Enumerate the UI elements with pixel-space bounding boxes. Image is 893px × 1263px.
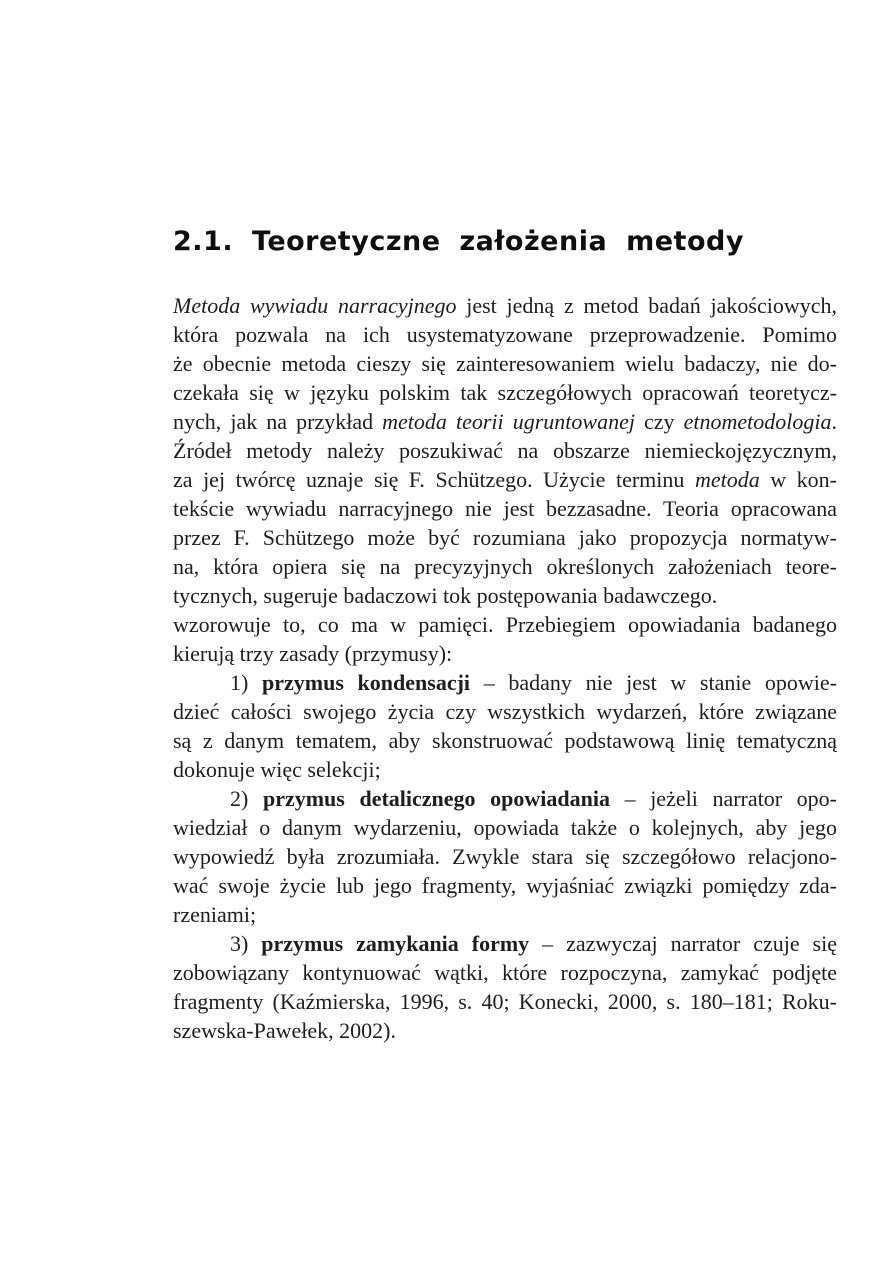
- text-segment: Źródeł metody należy poszukiwać na obszarze niemieckojęzycznym,: [173, 438, 837, 463]
- text-line: [173, 291, 837, 320]
- text-segment: w kon-: [759, 467, 837, 492]
- text-line: [173, 726, 837, 755]
- text-segment: za jej twórcę uznaje się F. Schützego. Użycie terminu: [173, 467, 695, 492]
- text-segment: rzeniami;: [173, 902, 257, 927]
- text-segment: są z danym tematem, aby skonstruować podstawową linię tematyczną: [173, 728, 837, 753]
- text-line: [173, 1016, 837, 1045]
- text-line: [173, 523, 837, 552]
- text-segment: szewska-Pawełek, 2002).: [173, 1018, 396, 1043]
- text-line: [173, 987, 837, 1016]
- text-segment: wać swoje życie lub jego fragmenty, wyjaśniać związki pomiędzy zda-: [173, 873, 837, 898]
- continuation-paragraph: [173, 610, 837, 668]
- text-segment: – badany nie jest w stanie opowie-: [470, 670, 837, 695]
- text-line: [173, 378, 837, 407]
- text-segment: dzieć całości swojego życia czy wszystkich wydarzeń, które związane: [173, 699, 837, 724]
- text-segment: nych, jak na przykład: [173, 409, 383, 434]
- text-segment: – jeżeli narrator opo-: [609, 786, 838, 811]
- text-line: [173, 581, 837, 610]
- bold-segment: przymus detalicznego opowiadania: [262, 786, 610, 811]
- text-segment: wypowiedź była zrozumiała. Zwykle stara się szczegółowo relacjono-: [173, 844, 837, 869]
- text-segment: 2): [230, 786, 263, 811]
- text-segment: przez F. Schützego może być rozumiana jako propozycja normatyw-: [173, 525, 837, 550]
- italic-segment: Metoda wywiadu narracyjnego: [173, 293, 457, 318]
- text-segment: dokonuje więc selekcji;: [173, 757, 381, 782]
- italic-segment: metoda: [694, 467, 760, 492]
- section-heading: 2.1. Teoretyczne założenia metody: [173, 226, 744, 257]
- text-line: [173, 958, 837, 987]
- text-line: [173, 436, 837, 465]
- italic-segment: metoda teorii ugruntowanej: [382, 409, 635, 434]
- text-line: [173, 610, 837, 639]
- text-line: [173, 842, 837, 871]
- list-item-1: [173, 668, 837, 784]
- text-line: [173, 871, 837, 900]
- text-line: [173, 349, 837, 378]
- text-segment: na, która opiera się na precyzyjnych określonych założeniach teore-: [173, 554, 837, 579]
- text-segment: kierują trzy zasady (przymusy):: [173, 641, 453, 666]
- text-segment: tekście wywiadu narracyjnego nie jest bezzasadne. Teoria opracowana: [173, 496, 837, 521]
- text-segment: .: [831, 409, 837, 434]
- list-item-2: [173, 784, 837, 929]
- text-line: [173, 320, 837, 349]
- text-line: [173, 639, 837, 668]
- text-segment: że obecnie metoda cieszy się zainteresowaniem wielu badaczy, nie do-: [173, 351, 837, 376]
- text-line: [173, 552, 837, 581]
- text-segment: jest jedną z metod badań jakościowych,: [456, 293, 837, 318]
- text-line: [173, 668, 837, 697]
- text-line: [173, 755, 837, 784]
- page-content: [173, 227, 837, 1045]
- text-line: [173, 407, 837, 436]
- text-segment: wiedział o danym wydarzeniu, opowiada także o kolejnych, aby jego: [173, 815, 837, 840]
- text-line: [173, 697, 837, 726]
- bold-segment: przymus kondensacji: [262, 670, 471, 695]
- intro-paragraph: [173, 291, 837, 610]
- text-segment: czekała się w języku polskim tak szczegółowych opracowań teoretycz-: [173, 380, 837, 405]
- text-line: [173, 900, 837, 929]
- list-item-3: [173, 929, 837, 1045]
- text-line: [173, 784, 837, 813]
- text-line: [173, 929, 837, 958]
- text-segment: która pozwala na ich usystematyzowane przeprowadzenie. Pomimo: [173, 322, 837, 347]
- italic-segment: etnometodologia: [683, 409, 832, 434]
- text-line: [173, 813, 837, 842]
- text-segment: czy: [634, 409, 684, 434]
- bold-segment: przymus zamykania formy: [261, 931, 530, 956]
- text-segment: 3): [230, 931, 262, 956]
- text-line: [173, 494, 837, 523]
- text-segment: tycznych, sugeruje badaczowi tok postępowania badawczego.: [173, 583, 718, 608]
- body-text: [173, 291, 837, 1045]
- text-segment: wzorowuje to, co ma w pamięci. Przebiegiem opowiadania badanego: [173, 612, 837, 637]
- text-segment: 1): [230, 670, 262, 695]
- text-line: [173, 465, 837, 494]
- text-segment: – zazwyczaj narrator czuje się: [529, 931, 837, 956]
- text-segment: fragmenty (Kaźmierska, 1996, s. 40; Konecki, 2000, s. 180–181; Roku-: [173, 989, 837, 1014]
- text-segment: zobowiązany kontynuować wątki, które rozpoczyna, zamykać podjęte: [173, 960, 837, 985]
